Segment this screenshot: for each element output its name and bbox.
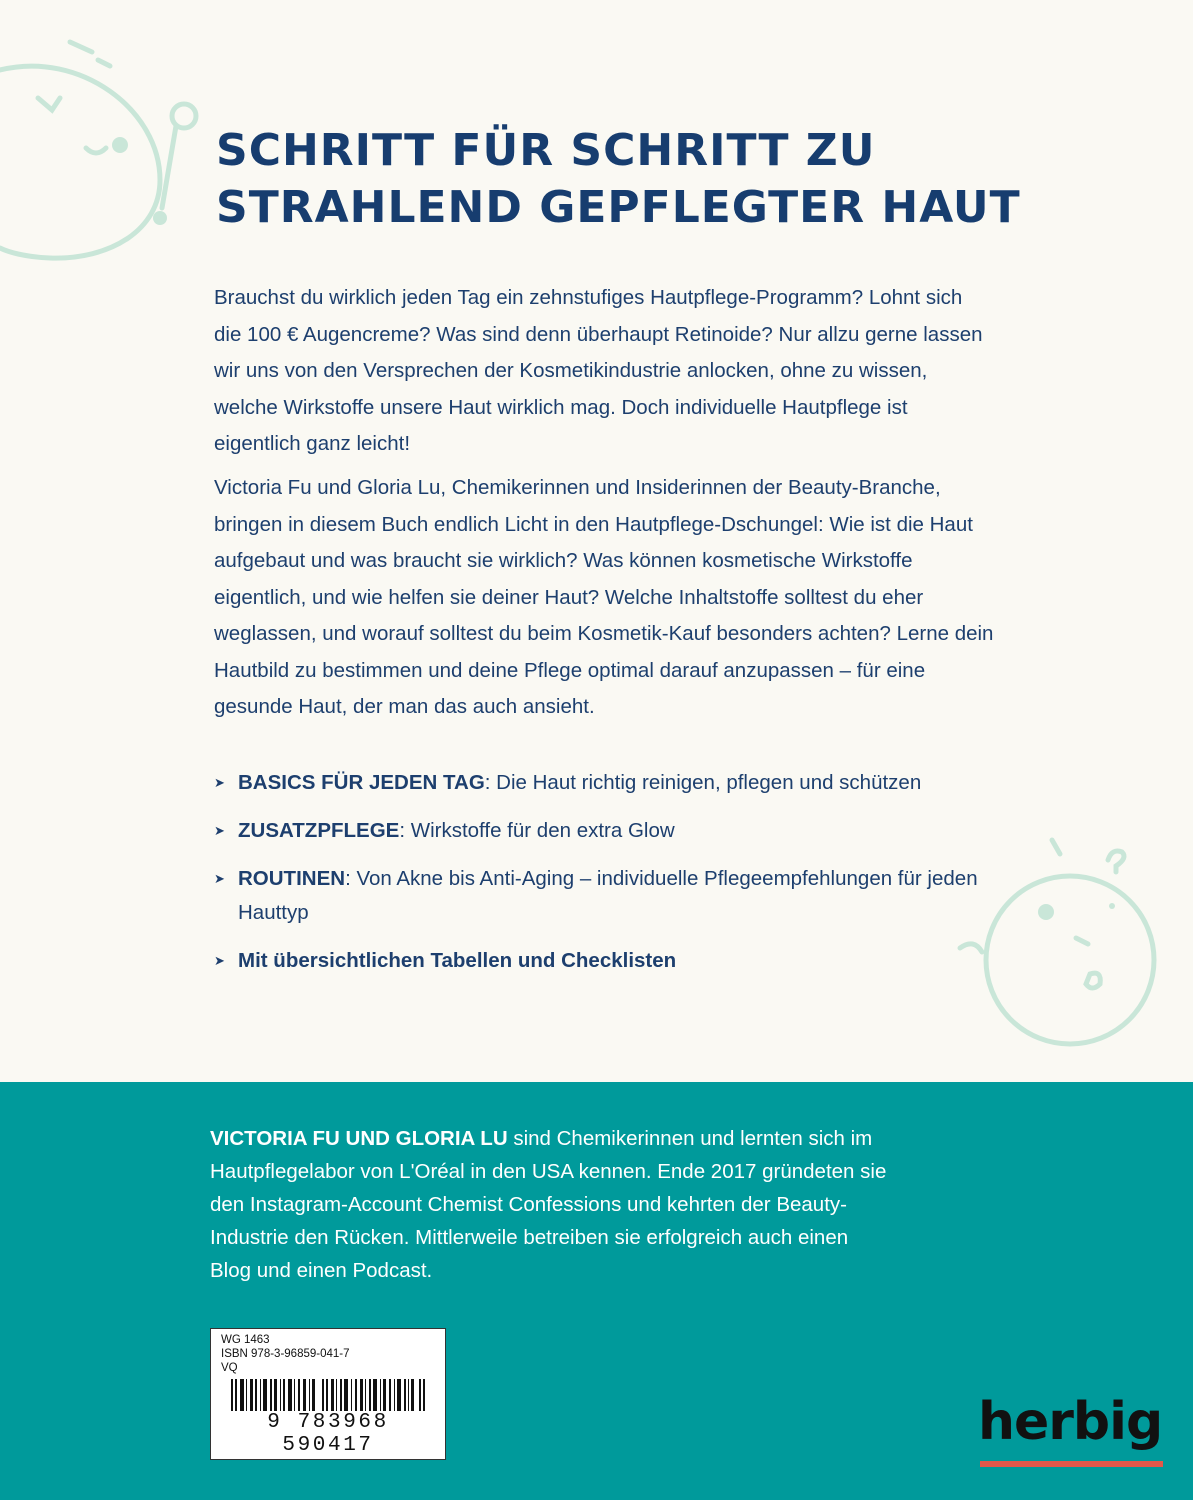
headline-line-2: STRAHLEND GEPFLEGTER HAUT	[216, 182, 1021, 233]
headline	[216, 122, 1116, 236]
code-vq: VQ	[221, 1362, 238, 1374]
list-item-text: : Wirkstoffe für den extra Glow	[399, 819, 675, 842]
list-item	[214, 944, 1014, 978]
bullet-arrow-icon: ➤	[214, 823, 225, 838]
feature-list	[214, 766, 1014, 992]
headline-line-1: SCHRITT FÜR SCHRITT ZU	[216, 125, 876, 176]
barcode-digits: 9 783968 590417	[217, 1411, 439, 1457]
barcode-label	[210, 1328, 446, 1460]
list-item-bold: ROUTINEN	[238, 867, 346, 890]
list-item-bold: ZUSATZPFLEGE	[238, 819, 400, 842]
warengruppe: WG 1463	[221, 1334, 270, 1346]
author-names: VICTORIA FU UND GLORIA LU	[210, 1127, 508, 1150]
publisher-logo: herbig	[978, 1392, 1163, 1452]
description-paragraph: Victoria Fu und Gloria Lu, Chemikerinnen und Insiderinnen der Beauty-Branche, bringen in diesem Buch endlich Licht in den Hautpflege-Dschungel: Wie ist die Haut aufgebaut und was braucht sie wirklich? Was können kosmetische Wirkstoffe eigentlich, und wie helfen sie deiner Haut? Welche Inhaltstoffe solltest du eher weglassen, und worauf solltest du beim Kosmetik-Kauf besonders achten? Lerne dein Hautbild zu bestimmen und deine Pflege optimal darauf anzupassen – für eine gesunde Haut, der man das auch ansieht.	[214, 476, 994, 718]
list-item-text: : Die Haut richtig reinigen, pflegen und schützen	[484, 771, 922, 794]
isbn: ISBN 978-3-96859-041-7	[221, 1348, 350, 1360]
list-item	[214, 766, 1014, 800]
author-bio	[210, 1122, 890, 1287]
publisher-logo-underline	[980, 1461, 1163, 1467]
bullet-arrow-icon: ➤	[214, 953, 225, 968]
thinking-face-illustration-icon	[0, 30, 200, 280]
list-item-bold: BASICS FÜR JEDEN TAG	[238, 771, 485, 794]
bullet-arrow-icon: ➤	[214, 775, 225, 790]
list-item	[214, 862, 1014, 930]
bullet-arrow-icon: ➤	[214, 871, 225, 886]
list-item	[214, 814, 1014, 848]
list-item-text: : Von Akne bis Anti-Aging – individuelle Pflegeempfehlungen für jeden Hauttyp	[238, 867, 978, 924]
intro-paragraph: Brauchst du wirklich jeden Tag ein zehnstufiges Hautpflege-Programm? Lohnt sich die 100 € Augencreme? Was sind denn überhaupt Retinoide? Nur allzu gerne lassen wir uns von den Versprechen der Kosmetikindustrie anlocken, ohne zu wissen, welche Wirkstoffe unsere Haut wirklich mag. Doch individuelle Hautpflege ist eigentlich ganz leicht!	[214, 286, 983, 455]
author-bio-text: sind Chemikerinnen und lernten sich im Hautpflegelabor von L'Oréal in den USA kennen. Ende 2017 gründeten sie den Instagram-Account Chemist Confessions und kehrten der Beauty-Industrie den Rücken. Mittlerweile betreiben sie erfolgreich auch einen Blog und einen Podcast.	[210, 1127, 887, 1282]
list-item-bold: Mit übersichtlichen Tabellen und Checklisten	[238, 949, 677, 972]
